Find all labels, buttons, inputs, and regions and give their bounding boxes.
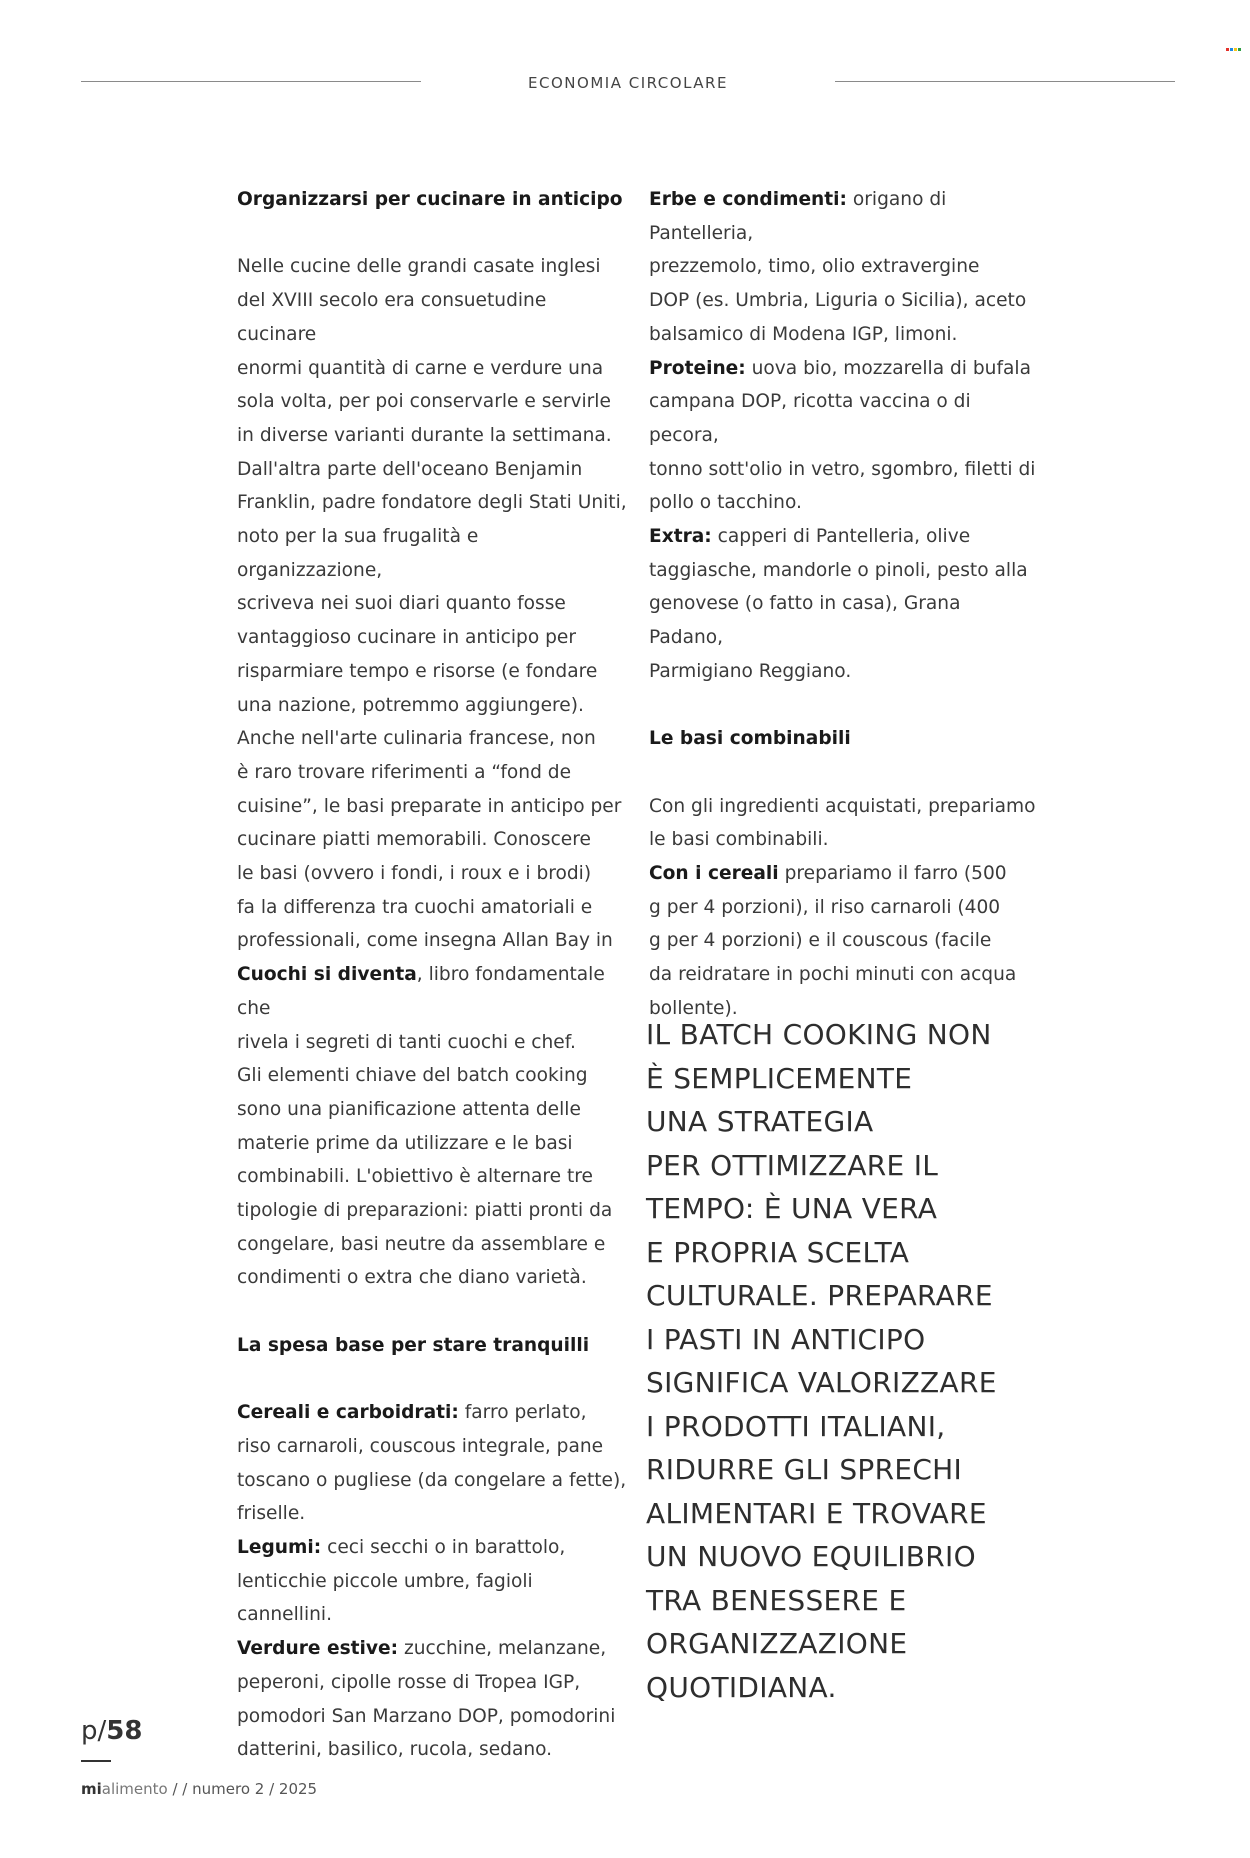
cereali-label: Con i cereali xyxy=(649,863,779,885)
page-number xyxy=(81,1716,142,1746)
page-prefix: p/ xyxy=(81,1716,107,1746)
intro-text-a: Nelle cucine delle grandi casate inglesi del XVIII secolo era consuetudine cucinare enormi quantità di carne e verdure una sola volta, per poi conservarle e servirle in diverse varianti durante la settimana. Dall'altra parte dell'oceano Benjamin Franklin, padre fondatore degli Stati Uniti, noto per la sua frugalità e organizzazione, scriveva nei suoi diari quanto fosse vantaggioso cucinare in anticipo per risparmiare tempo e risorse (e fondare una nazione, potremmo aggiungere). Anche nell'arte culinaria francese, non è raro trovare riferimenti a “fond de cuisine”, le basi preparate in anticipo per cucinare piatti memorabili. Conoscere le basi (ovvero i fondi, i roux e i brodi) fa la differenza tra cuochi amatoriali e professionali, come insegna Allan Bay in xyxy=(237,256,627,952)
section-title: ECONOMIA CIRCOLARE xyxy=(528,74,728,92)
issue-info: / / numero 2 / 2025 xyxy=(167,1780,318,1798)
item-label: Legumi: xyxy=(237,1537,322,1559)
pull-quote: IL BATCH COOKING NON È SEMPLICEMENTE UNA STRATEGIA PER OTTIMIZZARE IL TEMPO: È UNA VERA E PROPRIA SCELTA CULTURALE. PREPARARE I PASTI IN ANTICIPO SIGNIFICA VALORIZZARE I PRODOTTI ITALIANI, RIDURRE GLI SPRECHI ALIMENTARI E TROVARE UN NUOVO EQUILIBRIO TRA BENESSERE E ORGANIZZAZIONE QUOTIDIANA. xyxy=(646,1018,997,1704)
item-text: capperi di Pantelleria, olive taggiasche, mandorle o pinoli, pesto alla genovese (o fatto in casa), Grana Padano, Parmigiano Reggiano. xyxy=(649,526,1028,682)
item-text: zucchine, melanzane, peperoni, cipolle rosse di Tropea IGP, pomodori San Marzano DOP, pomodorini datterini, basilico, rucola, sedano. xyxy=(237,1638,616,1761)
list-item xyxy=(237,1632,627,1767)
footer-publication xyxy=(81,1780,317,1798)
brand-alimento: alimento xyxy=(101,1780,168,1798)
heading-spesa-base: La spesa base per stare tranquilli xyxy=(237,1334,590,1356)
right-column xyxy=(649,183,1039,1026)
item-label: Verdure estive: xyxy=(237,1638,399,1660)
header-rule-left xyxy=(81,81,421,82)
color-dot-yellow xyxy=(1234,48,1237,51)
page-number-value: 58 xyxy=(106,1716,143,1746)
item-label: Cereali e carboidrati: xyxy=(237,1402,459,1424)
intro-text-b: , libro fondamentale che rivela i segreti di tanti cuochi e chef. Gli elementi chiave del batch cooking sono una pianificazione attenta delle materie prime da utilizzare e le basi combinabili. L'obiettivo è alternare tre tipologie di preparazioni: piatti pronti da congelare, basi neutre da assemblare e condimenti o extra che diano varietà. xyxy=(237,964,613,1289)
intro-paragraph xyxy=(237,250,627,1295)
list-item xyxy=(649,183,1039,352)
color-dot-green xyxy=(1238,48,1241,51)
heading-basi-combinabili: Le basi combinabili xyxy=(649,728,851,750)
printer-color-marks xyxy=(1226,36,1242,55)
heading-organizzarsi: Organizzarsi per cucinare in anticipo xyxy=(237,189,623,210)
item-text: origano di Pantelleria, prezzemolo, timo, olio extravergine DOP (es. Umbria, Liguria o Sicilia), aceto balsamico di Modena IGP, limoni. xyxy=(649,189,1027,345)
cereali-paragraph xyxy=(649,857,1039,1026)
color-dot-red xyxy=(1226,48,1229,51)
cereali-text: prepariamo il farro (500 g per 4 porzioni), il riso carnaroli (400 g per 4 porzioni) e il couscous (facile da reidratare in pochi minuti con acqua bollente). xyxy=(649,863,1017,1019)
item-label: Erbe e condimenti: xyxy=(649,189,847,210)
page-number-rule xyxy=(81,1760,111,1762)
item-label: Extra: xyxy=(649,526,712,548)
list-item xyxy=(237,1396,627,1531)
color-dot-blue xyxy=(1230,48,1233,51)
book-title: Cuochi si diventa xyxy=(237,964,417,986)
header-rule-right xyxy=(835,81,1175,82)
list-item xyxy=(237,1531,627,1632)
brand-mi: mi xyxy=(81,1780,102,1798)
left-column xyxy=(237,183,627,1767)
basi-paragraph: Con gli ingredienti acquistati, prepariamo le basi combinabili. xyxy=(649,795,1036,851)
item-label: Proteine: xyxy=(649,357,746,379)
item-text: uova bio, mozzarella di bufala campana DOP, ricotta vaccina o di pecora, tonno sott'olio in vetro, sgombro, filetti di pollo o tacchino. xyxy=(649,357,1036,514)
item-text: farro perlato, riso carnaroli, couscous integrale, pane toscano o pugliese (da congelare a fette), friselle. xyxy=(237,1402,627,1525)
list-item xyxy=(649,520,1039,689)
list-item xyxy=(649,352,1039,521)
item-text: ceci secchi o in barattolo, lenticchie piccole umbre, fagioli cannellini. xyxy=(237,1537,566,1626)
